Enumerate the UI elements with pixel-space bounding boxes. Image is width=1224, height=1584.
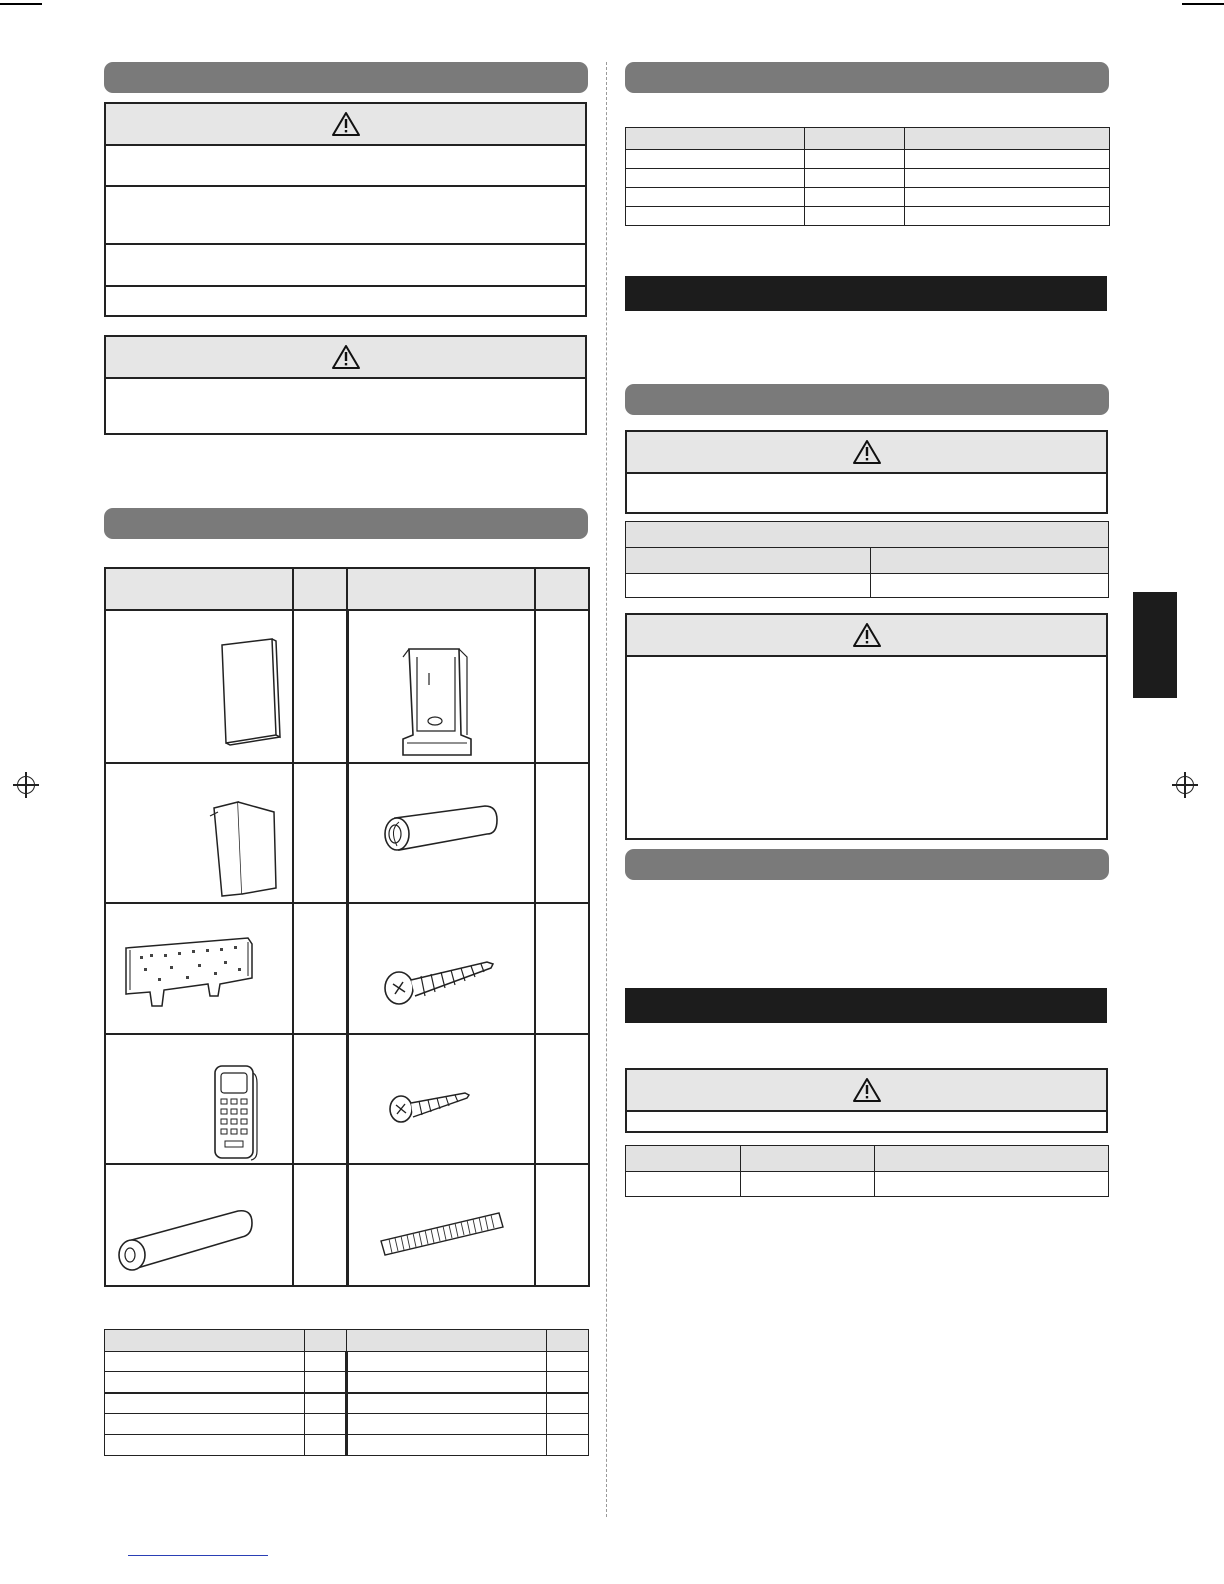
tapping-screw-small-icon	[387, 1083, 471, 1127]
table-cell	[547, 1393, 589, 1414]
warning-triangle-icon	[852, 439, 882, 465]
pipe-header	[741, 1146, 875, 1172]
table-cell	[105, 1393, 305, 1414]
accessory-cell	[347, 903, 535, 1034]
side-tab	[1133, 592, 1177, 698]
accessory-qty-cell	[535, 763, 589, 903]
optional-part-header	[105, 1330, 305, 1352]
accessory-cell	[347, 1164, 535, 1286]
remote-holder-icon	[399, 643, 475, 759]
caution-box	[625, 613, 1108, 840]
spec-header	[905, 128, 1110, 150]
footer-link[interactable]	[128, 1555, 268, 1556]
battery-icon	[379, 802, 503, 856]
optional-part-header	[347, 1330, 547, 1352]
requirements-table	[625, 521, 1109, 598]
table-cell	[626, 574, 871, 598]
caution-box-header	[106, 337, 585, 379]
accessory-cell	[347, 1034, 535, 1164]
optional-qty-header	[547, 1330, 589, 1352]
accessory-name-header	[347, 568, 535, 610]
table-cell	[905, 150, 1110, 169]
warning-triangle-icon	[331, 111, 361, 137]
spec-header	[626, 128, 805, 150]
folded-manual-icon	[204, 800, 280, 900]
table-cell	[347, 1352, 547, 1372]
warning-triangle-icon	[331, 344, 361, 370]
warning-triangle-icon	[852, 1077, 882, 1103]
wall-mounting-bracket-icon	[120, 934, 260, 1014]
section-header-safety	[104, 62, 588, 93]
warning-box-header	[627, 432, 1106, 474]
warning-box-header	[106, 104, 585, 146]
table-cell	[626, 207, 805, 226]
table-cell	[347, 1393, 547, 1414]
optional-qty-header	[305, 1330, 347, 1352]
column-divider	[606, 62, 607, 1517]
table-cell	[875, 1172, 1109, 1197]
accessory-name-header	[105, 568, 293, 610]
pipe-insulation-roll-icon	[114, 1207, 254, 1277]
table-cell	[626, 1172, 741, 1197]
manual-booklet-icon	[216, 637, 282, 749]
warning-box	[104, 102, 587, 317]
table-cell	[105, 1352, 305, 1372]
table-cell	[305, 1414, 347, 1435]
requirements-subheader	[871, 548, 1109, 574]
table-cell	[905, 207, 1110, 226]
pipe-header	[626, 1146, 741, 1172]
tapping-screw-large-icon	[381, 948, 497, 1008]
table-cell	[305, 1372, 347, 1393]
accessory-cell	[105, 1034, 293, 1164]
accessory-qty-cell	[293, 763, 347, 903]
table-cell	[347, 1372, 547, 1393]
caution-box	[104, 335, 587, 435]
optional-parts-table	[104, 1329, 589, 1456]
warning-box	[625, 1068, 1108, 1133]
accessory-qty-cell	[535, 903, 589, 1034]
warning-row	[106, 146, 585, 187]
table-cell	[805, 150, 905, 169]
pipe-header	[875, 1146, 1109, 1172]
table-cell	[105, 1435, 305, 1456]
table-cell	[805, 169, 905, 188]
specifications-table	[625, 127, 1110, 226]
table-cell	[805, 207, 905, 226]
table-cell	[905, 169, 1110, 188]
accessory-cell	[105, 610, 293, 763]
accessory-qty-cell	[293, 1164, 347, 1286]
warning-box-header	[627, 1070, 1106, 1112]
table-cell	[547, 1372, 589, 1393]
accessory-qty-header	[293, 568, 347, 610]
air-filter-strip-icon	[377, 1209, 507, 1259]
section-header-electrical	[625, 849, 1109, 880]
accessory-qty-cell	[293, 1034, 347, 1164]
table-cell	[905, 188, 1110, 207]
requirements-header	[626, 522, 1109, 548]
warning-row	[106, 245, 585, 287]
registration-mark-icon	[1176, 776, 1194, 794]
section-header-accessories	[104, 508, 588, 539]
accessories-table	[104, 567, 590, 1287]
table-cell	[871, 574, 1109, 598]
chapter-header-bar	[625, 276, 1107, 311]
accessory-qty-cell	[535, 610, 589, 763]
spec-header	[805, 128, 905, 150]
table-cell	[105, 1372, 305, 1393]
accessory-qty-cell	[535, 1164, 589, 1286]
warning-box	[625, 430, 1108, 514]
requirements-subheader	[626, 548, 871, 574]
table-cell	[347, 1435, 547, 1456]
accessory-qty-cell	[293, 610, 347, 763]
table-cell	[305, 1435, 347, 1456]
table-cell	[547, 1352, 589, 1372]
caution-box-header	[627, 615, 1106, 657]
warning-row	[106, 287, 585, 317]
table-cell	[305, 1393, 347, 1414]
crop-mark	[0, 3, 42, 5]
accessory-cell	[105, 763, 293, 903]
table-cell	[626, 169, 805, 188]
table-cell	[547, 1435, 589, 1456]
warning-triangle-icon	[852, 622, 882, 648]
chapter-header-bar	[625, 988, 1107, 1023]
table-cell	[347, 1414, 547, 1435]
accessory-qty-header	[535, 568, 589, 610]
accessory-cell	[105, 903, 293, 1034]
table-cell	[305, 1352, 347, 1372]
section-header-specifications	[625, 62, 1109, 93]
crop-mark	[1182, 3, 1224, 5]
table-cell	[805, 188, 905, 207]
accessory-qty-cell	[293, 903, 347, 1034]
table-cell	[105, 1414, 305, 1435]
registration-mark-icon	[17, 776, 35, 794]
table-cell	[626, 150, 805, 169]
table-cell	[626, 188, 805, 207]
warning-row	[106, 187, 585, 245]
table-cell	[741, 1172, 875, 1197]
accessory-qty-cell	[535, 1034, 589, 1164]
table-cell	[547, 1414, 589, 1435]
accessory-cell	[347, 763, 535, 903]
section-header-installation	[625, 384, 1109, 415]
accessory-cell	[347, 610, 535, 763]
accessory-cell	[105, 1164, 293, 1286]
remote-control-icon	[212, 1063, 258, 1163]
pipe-table	[625, 1145, 1109, 1197]
